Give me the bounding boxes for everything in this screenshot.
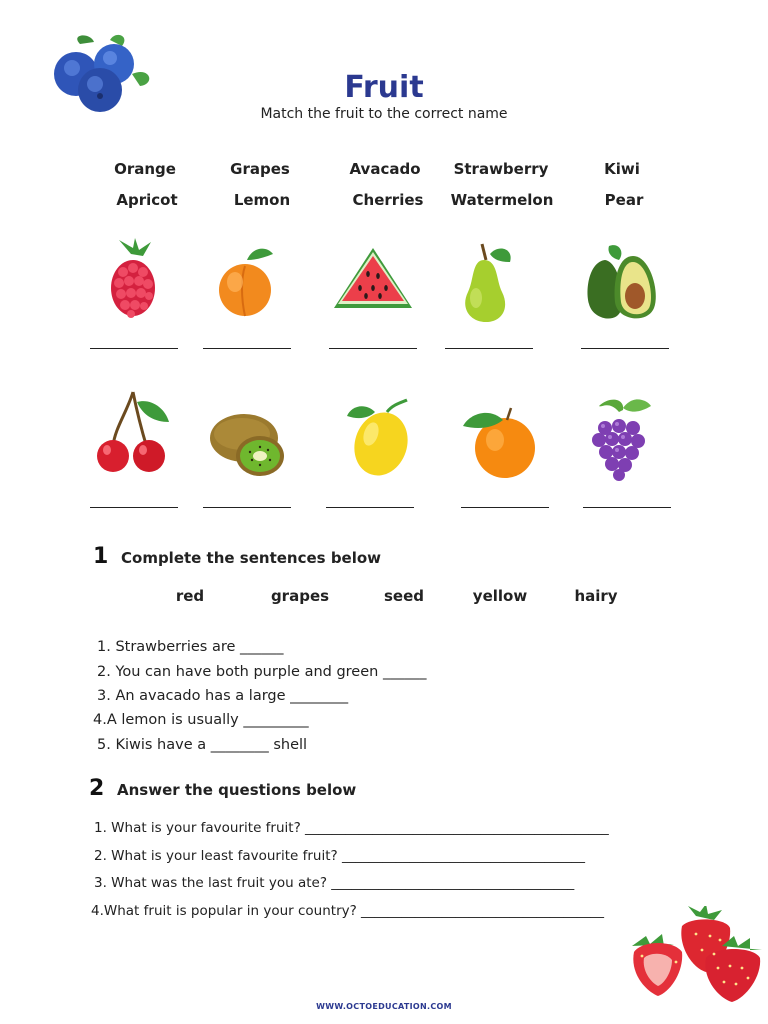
name-bank-word: Orange: [114, 160, 176, 178]
avocado-icon: [579, 240, 669, 330]
page-title: Fruit: [344, 70, 424, 105]
answer-line[interactable]: [326, 507, 414, 508]
grapes-icon: [579, 392, 669, 482]
orange-icon: [457, 402, 547, 492]
answer-line[interactable]: [583, 507, 671, 508]
apricot-icon: [201, 238, 291, 328]
name-bank-word: Cherries: [352, 191, 424, 209]
question-item[interactable]: 1. What is your favourite fruit? _____________________________________________: [94, 820, 609, 836]
watermelon-icon: [328, 238, 418, 328]
sentence-item[interactable]: 2. You can have both purple and green ______: [97, 664, 427, 680]
cherries-icon: [89, 388, 179, 478]
sentence-item[interactable]: 4.A lemon is usually _________: [93, 712, 309, 728]
word-bank-item: red: [175, 587, 205, 605]
name-bank-word: Grapes: [230, 160, 290, 178]
section-number: 1: [93, 544, 109, 569]
kiwi-icon: [206, 398, 296, 488]
answer-line[interactable]: [203, 507, 291, 508]
section-number: 2: [89, 776, 105, 801]
word-bank-item: grapes: [270, 587, 330, 605]
answer-line[interactable]: [461, 507, 549, 508]
word-bank-item: hairy: [574, 587, 618, 605]
question-item[interactable]: 3. What was the last fruit you ate? ____________________________________: [94, 875, 575, 891]
question-item[interactable]: 4.What fruit is popular in your country? ____________________________________: [91, 903, 605, 919]
name-bank-word: Kiwi: [604, 160, 640, 178]
word-bank-item: seed: [383, 587, 425, 605]
footer-url[interactable]: WWW.OCTOEDUCATION.COM: [316, 1002, 452, 1011]
page-subtitle: Match the fruit to the correct name: [260, 106, 508, 122]
name-bank-word: Watermelon: [450, 191, 554, 209]
strawberries-icon: [626, 906, 766, 1006]
word-bank-item: yellow: [472, 587, 528, 605]
answer-line[interactable]: [90, 507, 178, 508]
name-bank-word: Strawberry: [453, 160, 549, 178]
answer-line[interactable]: [445, 348, 533, 349]
sentence-item[interactable]: 3. An avacado has a large ________: [97, 688, 349, 704]
question-item[interactable]: 2. What is your least favourite fruit? ____________________________________: [94, 848, 585, 864]
lemon-icon: [335, 396, 425, 486]
answer-line[interactable]: [203, 348, 291, 349]
answer-line[interactable]: [90, 348, 178, 349]
answer-line[interactable]: [329, 348, 417, 349]
section-heading: Answer the questions below: [117, 781, 357, 799]
name-bank-word: Pear: [604, 191, 644, 209]
sentence-item[interactable]: 5. Kiwis have a ________ shell: [97, 737, 308, 753]
answer-line[interactable]: [581, 348, 669, 349]
name-bank-word: Lemon: [233, 191, 291, 209]
name-bank-word: Apricot: [116, 191, 178, 209]
pear-icon: [442, 240, 532, 330]
sentence-item[interactable]: 1. Strawberries are ______: [97, 639, 284, 655]
raspberry-icon: [89, 236, 179, 326]
section-heading: Complete the sentences below: [121, 549, 382, 567]
name-bank-word: Avacado: [349, 160, 421, 178]
